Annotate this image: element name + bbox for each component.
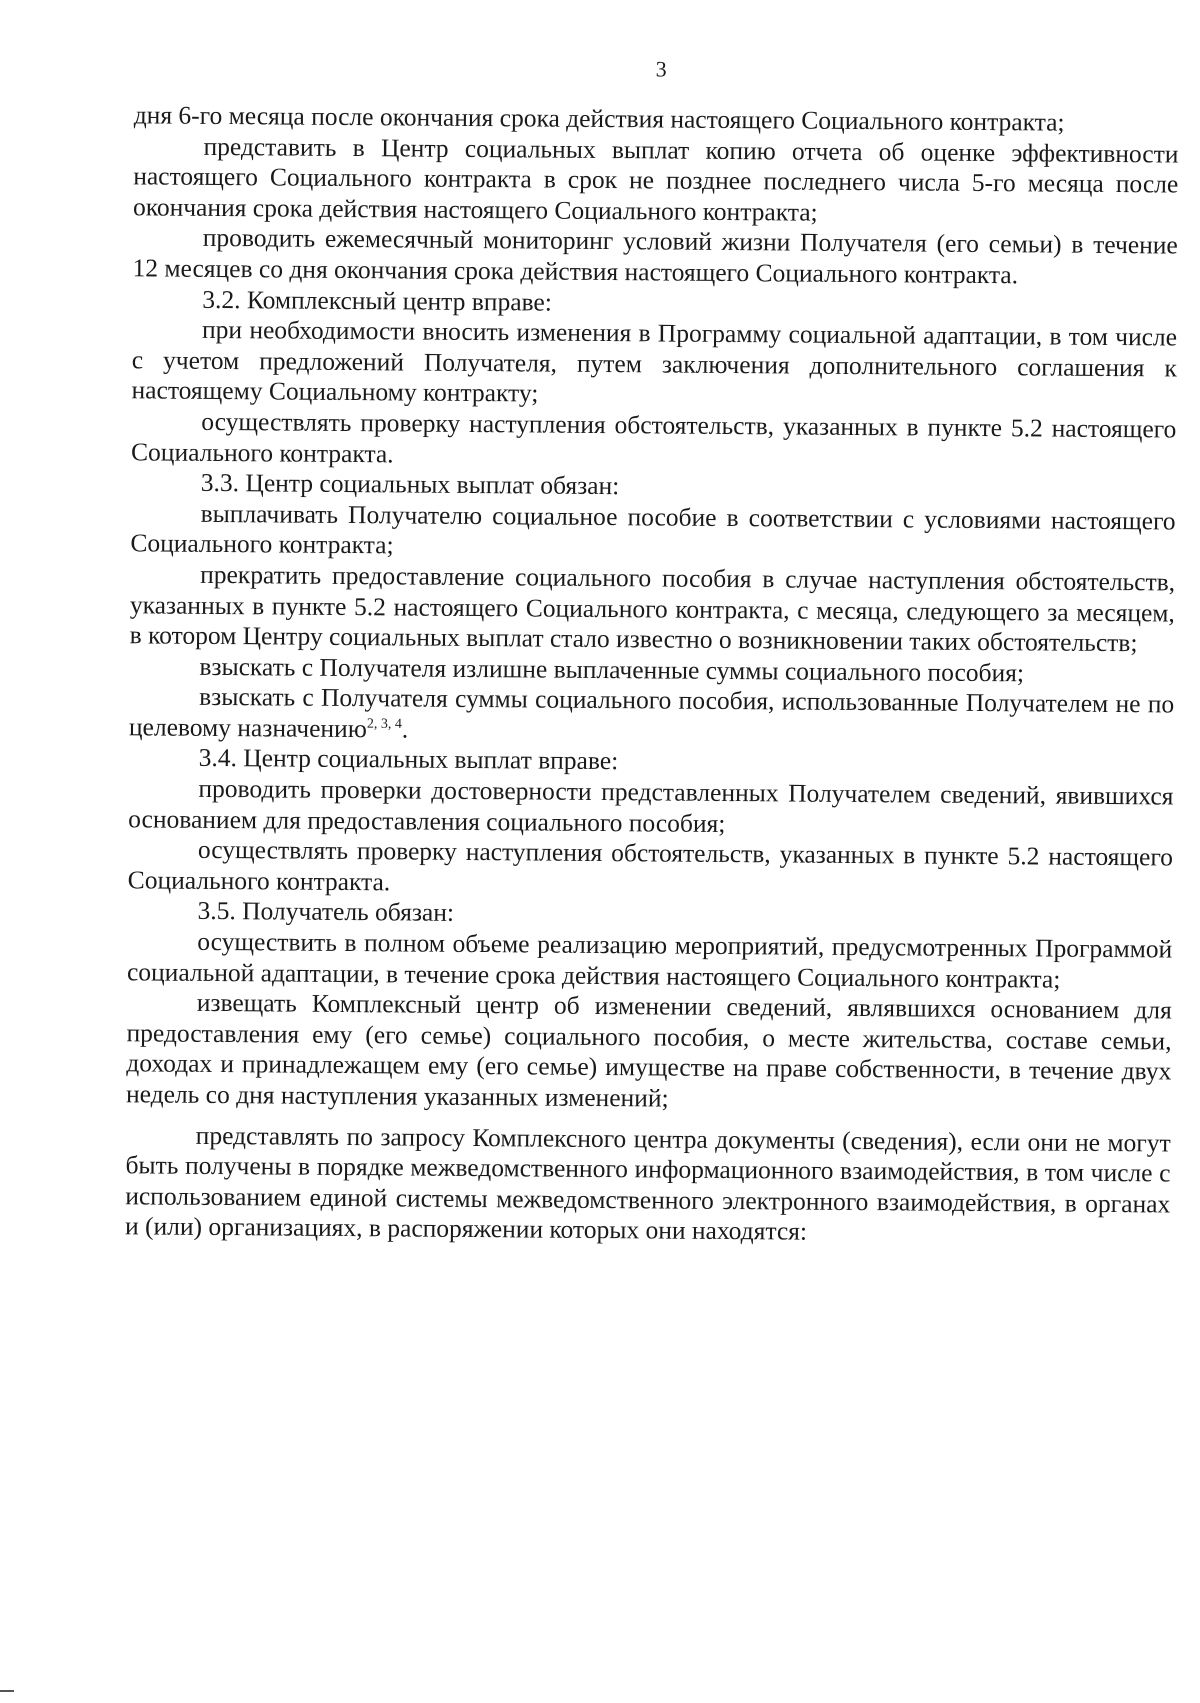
- scan-edge-mark: [0, 1690, 14, 1692]
- section-heading: 3.2. Комплексный центр вправе:: [202, 284, 552, 317]
- paragraph: осуществлять проверку наступления обстоятельств, указанных в пункте 5.2 настоящего Социального контракта.: [127, 835, 1174, 897]
- paragraph: при необходимости вносить изменения в Программу социальной адаптации, в том числе с учетом предложений Получателя, путем заключения дополнительного соглашения к настоящему Социальному контракту;: [131, 315, 1178, 408]
- paragraph: дня 6-го месяца после окончания срока действия настоящего Социального контракта;: [133, 100, 1065, 137]
- paragraph: осуществить в полном объеме реализацию мероприятий, предусмотренных Программой социальной адаптации, в течение срока действия настоящего Социального контракта;: [126, 926, 1173, 994]
- section-heading: 3.4. Центр социальных выплат вправе:: [198, 743, 619, 776]
- section-heading: 3.3. Центр социальных выплат обязан:: [200, 467, 620, 501]
- paragraph: взыскать с Получателя излишне выплаченные суммы социального пособия;: [199, 651, 1025, 688]
- page-number: 3: [655, 56, 667, 82]
- paragraph: представить в Центр социальных выплат копию отчета об оценке эффективности настоящего Социального контракта в срок не позднее последнего числа 5-го месяца после окончания срока действия настоящего Социального контракта;: [132, 131, 1179, 227]
- paragraph: проводить проверки достоверности представленных Получателем сведений, явившихся основанием для предоставления социального пособия;: [128, 773, 1174, 838]
- paragraph: проводить ежемесячный мониторинг условий жизни Получателя (его семьи) в течение 12 месяцев со дня окончания срока действия настоящего Социального контракта.: [132, 223, 1178, 290]
- section-heading: 3.5. Получатель обязан:: [197, 896, 455, 928]
- paragraph-text: взыскать с Получателя суммы социального пособия, использованные Получателем не по целевому назначению: [128, 682, 1175, 744]
- paragraph: представлять по запросу Комплексного центра документы (сведения), если они не могут быть получены в порядке межведомственного информационного взаимодействия, в том числе с использованием единой системы межведомственного электронного взаимодействия, в органах и (или) организациях, в распоряжении которых они находятся:: [124, 1120, 1171, 1247]
- paragraph: извещать Комплексный центр об изменении сведений, являвшихся основанием для предоставления ему (его семье) социального пособия, о месте жительства, составе семьи, доходах и принадлежащем ему (его семье) имуществе на праве собственности, в течение двух недель со дня наступления указанных изменений;: [125, 988, 1172, 1113]
- document-body: [125, 100, 1179, 1250]
- paragraph-with-footnote: [129, 682, 1174, 751]
- paragraph: прекратить предоставление социального пособия в случае наступления обстоятельств, указанных в пункте 5.2 настоящего Социального контракта, с месяца, следующего за месяцем, в котором Центру социальных выплат стало известно о возникновении таких обстоятельств;: [129, 559, 1176, 658]
- paragraph: осуществлять проверку наступления обстоятельств, указанных в пункте 5.2 настоящего Социального контракта.: [131, 406, 1177, 468]
- paragraph-end-punctuation: .: [401, 714, 409, 744]
- paragraph: выплачивать Получателю социальное пособие в соответствии с условиями настоящего Социального контракта;: [130, 498, 1176, 560]
- footnote-reference: 2, 3, 4: [366, 716, 402, 732]
